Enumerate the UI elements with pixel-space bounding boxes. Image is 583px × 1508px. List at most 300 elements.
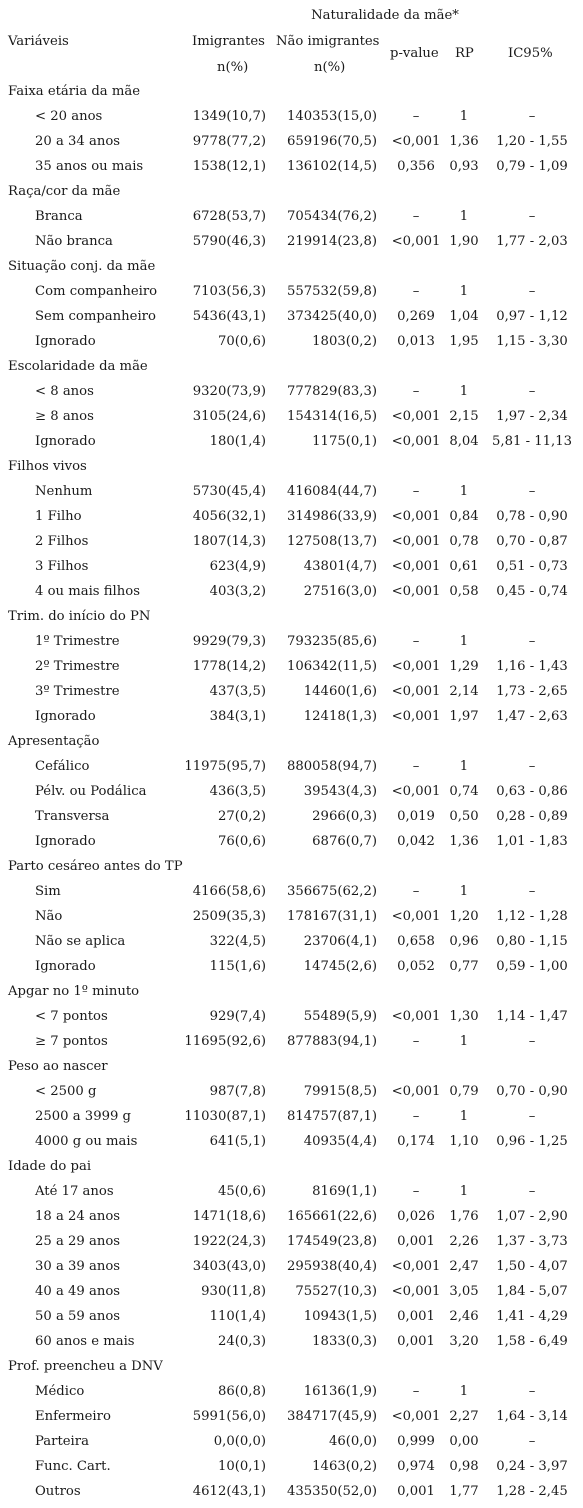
row-label: 18 a 24 anos [35,1209,121,1224]
immigrants-cell: 5436(43,1) [192,309,266,324]
non-immigrants-cell: 435350(52,0) [287,1484,377,1499]
immigrants-cell: 1778(14,2) [192,659,266,674]
immigrants-cell: 24(0,3) [217,1334,266,1349]
ic95-cell: 1,41 - 4,29 [496,1309,568,1324]
rp-cell: 0,78 [449,534,479,549]
ic95-cell: 1,01 - 1,83 [496,834,568,849]
p-value-cell: <0,001 [391,409,441,424]
table-row [0,904,583,929]
non-immigrants-cell: 12418(1,3) [303,709,377,724]
table-row [0,154,583,179]
section-header-row [0,79,583,104]
non-immigrants-cell: 793235(85,6) [287,634,377,649]
table-row [0,1104,583,1129]
row-label: Faixa etária da mãe [8,84,141,99]
immigrants-cell: 4166(58,6) [192,884,266,899]
p-value-cell: – [412,109,420,124]
ic95-cell: 1,47 - 2,63 [496,709,568,724]
rp-cell: 1 [459,109,469,124]
non-immigrants-cell: 106342(11,5) [287,659,377,674]
section-header-row [0,254,583,279]
row-label: Até 17 anos [35,1184,114,1199]
non-immigrants-cell: 356675(62,2) [287,884,377,899]
non-immigrants-cell: 8169(1,1) [312,1184,377,1199]
row-label: Sem companheiro [35,309,156,324]
table-row [0,1404,583,1429]
row-label: 25 a 29 anos [35,1234,121,1249]
immigrants-cell: 4056(32,1) [192,509,266,524]
ic95-cell: – [528,109,536,124]
immigrants-cell: 9778(77,2) [192,134,266,149]
immigrants-cell: 1807(14,3) [192,534,266,549]
ic95-cell: 1,07 - 2,90 [496,1209,568,1224]
ic95-cell: 1,73 - 2,65 [496,684,568,699]
p-value-cell: – [412,384,420,399]
row-label: Nenhum [35,484,93,499]
non-immigrants-cell: 46(0,0) [328,1434,377,1449]
immigrants-cell: 2509(35,3) [192,909,266,924]
ic95-cell: 0,70 - 0,87 [496,534,568,549]
table-row [0,204,583,229]
table-row [0,754,583,779]
rp-cell: 1,10 [449,1134,479,1149]
p-value-cell: 0,019 [397,809,435,824]
non-immigrants-cell: 705434(76,2) [287,209,377,224]
immigrants-cell: 1471(18,6) [192,1209,266,1224]
ic95-cell: 0,28 - 0,89 [496,809,568,824]
row-label: 3º Trimestre [35,684,120,699]
non-immigrants-cell: 14460(1,6) [303,684,377,699]
immigrants-cell: 0,0(0,0) [213,1434,266,1449]
row-label: < 2500 g [35,1084,97,1099]
non-immigrants-cell: 659196(70,5) [287,134,377,149]
table-row [0,129,583,154]
row-label: Idade do pai [8,1159,92,1174]
ic95-cell: 1,37 - 3,73 [496,1234,568,1249]
non-immigrants-cell: 174549(23,8) [287,1234,377,1249]
immigrants-cell: 322(4,5) [209,934,266,949]
non-immigrants-cell: 416084(44,7) [287,484,377,499]
header-rp: RP [455,46,474,61]
table-row [0,279,583,304]
table-row [0,1179,583,1204]
ic95-cell: – [528,759,536,774]
header-variables: Variáveis [8,34,69,49]
non-immigrants-cell: 314986(33,9) [287,509,377,524]
section-header-row [0,854,583,879]
rp-cell: 0,93 [449,159,479,174]
table-row [0,404,583,429]
immigrants-cell: 5790(46,3) [192,234,266,249]
table-row [0,1029,583,1054]
row-label: Peso ao nascer [8,1059,108,1074]
row-label: Transversa [35,809,110,824]
immigrants-cell: 641(5,1) [209,1134,266,1149]
p-value-cell: <0,001 [391,534,441,549]
table-row [0,929,583,954]
p-value-cell: 0,658 [397,934,435,949]
non-immigrants-cell: 557532(59,8) [287,284,377,299]
non-immigrants-cell: 154314(16,5) [287,409,377,424]
immigrants-cell: 70(0,6) [217,334,266,349]
non-immigrants-cell: 777829(83,3) [287,384,377,399]
table-row [0,1204,583,1229]
p-value-cell: – [412,634,420,649]
rp-cell: 0,79 [449,1084,479,1099]
ic95-cell: – [528,1384,536,1399]
row-label: ≥ 7 pontos [35,1034,108,1049]
row-label: Parteira [35,1434,89,1449]
row-label: Apgar no 1º minuto [8,984,140,999]
row-label: Não branca [35,234,113,249]
table-row [0,1229,583,1254]
non-immigrants-cell: 140353(15,0) [287,109,377,124]
row-label: 40 a 49 anos [35,1284,121,1299]
non-immigrants-cell: 880058(94,7) [287,759,377,774]
non-immigrants-cell: 373425(40,0) [287,309,377,324]
ic95-cell: 0,70 - 0,90 [496,1084,568,1099]
row-label: Prof. preencheu a DNV [8,1359,163,1374]
p-value-cell: 0,013 [397,334,435,349]
row-label: < 20 anos [35,109,103,124]
row-label: Ignorado [35,709,96,724]
table-row [0,1079,583,1104]
table-row [0,504,583,529]
ic95-cell: – [528,209,536,224]
rp-cell: 1,77 [449,1484,479,1499]
p-value-cell: <0,001 [391,1009,441,1024]
row-label: Sim [35,884,61,899]
row-label: 20 a 34 anos [35,134,121,149]
ic95-cell: 0,51 - 0,73 [496,559,568,574]
section-header-row [0,979,583,1004]
non-immigrants-cell: 1463(0,2) [312,1459,377,1474]
non-immigrants-cell: 23706(4,1) [303,934,377,949]
non-immigrants-cell: 43801(4,7) [303,559,377,574]
table-row [0,954,583,979]
row-label: 1 Filho [35,509,82,524]
rp-cell: 1,76 [449,1209,479,1224]
p-value-cell: 0,174 [397,1134,435,1149]
ic95-cell: 1,97 - 2,34 [496,409,568,424]
immigrants-cell: 110(1,4) [209,1309,266,1324]
non-immigrants-cell: 814757(87,1) [287,1109,377,1124]
non-immigrants-cell: 127508(13,7) [287,534,377,549]
table-row [0,379,583,404]
row-label: Cefálico [35,759,90,774]
immigrants-cell: 5991(56,0) [192,1409,266,1424]
rp-cell: 1,95 [449,334,479,349]
p-value-cell: <0,001 [391,1084,441,1099]
non-immigrants-cell: 75527(10,3) [295,1284,377,1299]
rp-cell: 2,27 [449,1409,479,1424]
ic95-cell: 0,45 - 0,74 [496,584,568,599]
row-label: 60 anos e mais [35,1334,135,1349]
row-label: Com companheiro [35,284,158,299]
table-row [0,804,583,829]
ic95-cell: 1,20 - 1,55 [496,134,568,149]
ic95-cell: 0,96 - 1,25 [496,1134,568,1149]
table-row [0,1304,583,1329]
immigrants-cell: 11975(95,7) [184,759,266,774]
ic95-cell: 1,84 - 5,07 [496,1284,568,1299]
ic95-cell: 1,15 - 3,30 [496,334,568,349]
p-value-cell: – [412,884,420,899]
p-value-cell: – [412,1034,420,1049]
row-label: Func. Cart. [35,1459,111,1474]
immigrants-cell: 6728(53,7) [192,209,266,224]
p-value-cell: <0,001 [391,684,441,699]
immigrants-cell: 4612(43,1) [192,1484,266,1499]
row-label: Não [35,909,63,924]
row-label: 50 a 59 anos [35,1309,121,1324]
table-row [0,329,583,354]
immigrants-cell: 930(11,8) [201,1284,266,1299]
ic95-cell: 1,28 - 2,45 [496,1484,568,1499]
immigrants-cell: 45(0,6) [217,1184,266,1199]
p-value-cell: – [412,1184,420,1199]
rp-cell: 1 [459,209,469,224]
p-value-cell: 0,001 [397,1484,435,1499]
ic95-cell: 0,59 - 1,00 [496,959,568,974]
table-row [0,1129,583,1154]
immigrants-cell: 3105(24,6) [192,409,266,424]
ic95-cell: – [528,634,536,649]
non-immigrants-cell: 10943(1,5) [303,1309,377,1324]
immigrants-cell: 929(7,4) [209,1009,266,1024]
section-header-row [0,1154,583,1179]
ic95-cell: – [528,884,536,899]
immigrants-cell: 1538(12,1) [192,159,266,174]
row-label: Ignorado [35,959,96,974]
p-value-cell: <0,001 [391,1284,441,1299]
rp-cell: 1 [459,1184,469,1199]
non-immigrants-cell: 384717(45,9) [287,1409,377,1424]
p-value-cell: 0,974 [397,1459,435,1474]
table-row [0,1329,583,1354]
table-row [0,1429,583,1454]
p-value-cell: 0,356 [397,159,435,174]
immigrants-cell: 76(0,6) [217,834,266,849]
table-row [0,629,583,654]
ic95-cell: 0,79 - 1,09 [496,159,568,174]
rp-cell: 2,26 [449,1234,479,1249]
row-label: ≥ 8 anos [35,409,94,424]
table-row [0,879,583,904]
table-row [0,829,583,854]
table-row [0,1279,583,1304]
row-label: 1º Trimestre [35,634,120,649]
ic95-cell: – [528,1034,536,1049]
header-immigrants: Imigrantes [192,34,265,49]
rp-cell: 1,30 [449,1009,479,1024]
rp-cell: 0,96 [449,934,479,949]
table-row [0,779,583,804]
table-row [0,554,583,579]
rp-cell: 1 [459,484,469,499]
rp-cell: 1,04 [449,309,479,324]
row-label: Pélv. ou Podálica [35,784,147,799]
non-immigrants-cell: 6876(0,7) [312,834,377,849]
rp-cell: 1 [459,884,469,899]
immigrants-cell: 403(3,2) [209,584,266,599]
non-immigrants-cell: 16136(1,9) [303,1384,377,1399]
section-header-row [0,604,583,629]
ic95-cell: 0,63 - 0,86 [496,784,568,799]
ic95-cell: – [528,1434,536,1449]
row-label: Médico [35,1384,85,1399]
section-header-row [0,1354,583,1379]
non-immigrants-cell: 2966(0,3) [312,809,377,824]
p-value-cell: <0,001 [391,659,441,674]
rp-cell: 2,14 [449,684,479,699]
table-row [0,1454,583,1479]
rp-cell: 1 [459,1384,469,1399]
immigrants-cell: 3403(43,0) [192,1259,266,1274]
row-label: Outros [35,1484,81,1499]
p-value-cell: – [412,759,420,774]
p-value-cell: 0,052 [397,959,435,974]
p-value-cell: 0,001 [397,1334,435,1349]
immigrants-cell: 7103(56,3) [192,284,266,299]
non-immigrants-cell: 1833(0,3) [312,1334,377,1349]
row-label: Apresentação [8,734,100,749]
rp-cell: 1,36 [449,134,479,149]
p-value-cell: <0,001 [391,709,441,724]
ic95-cell: – [528,284,536,299]
rp-cell: 0,58 [449,584,479,599]
p-value-cell: – [412,484,420,499]
immigrants-cell: 9929(79,3) [192,634,266,649]
section-header-row [0,179,583,204]
immigrants-cell: 436(3,5) [209,784,266,799]
p-value-cell: 0,026 [397,1209,435,1224]
table-row [0,104,583,129]
row-label: < 8 anos [35,384,94,399]
row-label: Situação conj. da mãe [8,259,156,274]
non-immigrants-cell: 1803(0,2) [312,334,377,349]
non-immigrants-cell: 219914(23,8) [287,234,377,249]
ic95-cell: – [528,1109,536,1124]
table-row [0,1004,583,1029]
rp-cell: 1,29 [449,659,479,674]
table-row [0,1254,583,1279]
p-value-cell: <0,001 [391,509,441,524]
row-label: 2500 a 3999 g [35,1109,132,1124]
ic95-cell: 1,64 - 3,14 [496,1409,568,1424]
immigrants-cell: 437(3,5) [209,684,266,699]
p-value-cell: – [412,284,420,299]
immigrants-cell: 11695(92,6) [184,1034,266,1049]
row-label: 4 ou mais filhos [35,584,140,599]
rp-cell: 0,00 [449,1434,479,1449]
row-label: 35 anos ou mais [35,159,144,174]
section-header-row [0,354,583,379]
immigrants-cell: 180(1,4) [209,434,266,449]
table-row [0,1479,583,1504]
p-value-cell: 0,999 [397,1434,435,1449]
header-p-value: p-value [390,46,439,61]
row-label: 30 a 39 anos [35,1259,121,1274]
table-row [0,579,583,604]
rp-cell: 0,61 [449,559,479,574]
rp-cell: 1,97 [449,709,479,724]
ic95-cell: 1,14 - 1,47 [496,1009,568,1024]
rp-cell: 3,20 [449,1334,479,1349]
immigrants-cell: 10(0,1) [217,1459,266,1474]
table-row [0,304,583,329]
ic95-cell: 1,16 - 1,43 [496,659,568,674]
immigrants-cell: 11030(87,1) [184,1109,266,1124]
p-value-cell: <0,001 [391,909,441,924]
non-immigrants-cell: 1175(0,1) [312,434,377,449]
rp-cell: 1,36 [449,834,479,849]
row-label: 2º Trimestre [35,659,120,674]
row-label: < 7 pontos [35,1009,108,1024]
rp-cell: 0,77 [449,959,479,974]
non-immigrants-cell: 295938(40,4) [287,1259,377,1274]
non-immigrants-cell: 27516(3,0) [303,584,377,599]
row-label: Ignorado [35,834,96,849]
row-label: Ignorado [35,334,96,349]
section-header-row [0,729,583,754]
row-label: 3 Filhos [35,559,89,574]
table-row [0,229,583,254]
p-value-cell: – [412,1109,420,1124]
table-row [0,1379,583,1404]
header-ic95: IC95% [508,46,553,61]
ic95-cell: 0,80 - 1,15 [496,934,568,949]
rp-cell: 8,04 [449,434,479,449]
row-label: 2 Filhos [35,534,89,549]
rp-cell: 0,84 [449,509,479,524]
ic95-cell: – [528,384,536,399]
row-label: Enfermeiro [35,1409,111,1424]
immigrants-cell: 86(0,8) [217,1384,266,1399]
immigrants-cell: 623(4,9) [209,559,266,574]
immigrants-cell: 1349(10,7) [192,109,266,124]
row-label: 4000 g ou mais [35,1134,138,1149]
header-non-immigrants-unit: n(%) [314,60,346,75]
ic95-cell: 0,24 - 3,97 [496,1459,568,1474]
p-value-cell: <0,001 [391,559,441,574]
rp-cell: 1 [459,1109,469,1124]
section-header-row [0,1054,583,1079]
p-value-cell: – [412,1384,420,1399]
ic95-cell: – [528,1184,536,1199]
rp-cell: 1 [459,759,469,774]
immigrants-cell: 1922(24,3) [192,1234,266,1249]
non-immigrants-cell: 55489(5,9) [303,1009,377,1024]
non-immigrants-cell: 178167(31,1) [287,909,377,924]
immigrants-cell: 384(3,1) [209,709,266,724]
p-value-cell: 0,001 [397,1234,435,1249]
header-immigrants-unit: n(%) [217,60,249,75]
header-non-immigrants: Não imigrantes [276,34,380,49]
table-row [0,679,583,704]
p-value-cell: <0,001 [391,784,441,799]
p-value-cell: 0,001 [397,1309,435,1324]
table-row [0,429,583,454]
rp-cell: 2,47 [449,1259,479,1274]
p-value-cell: <0,001 [391,134,441,149]
row-label: Raça/cor da mãe [8,184,121,199]
rp-cell: 1,20 [449,909,479,924]
rp-cell: 1,90 [449,234,479,249]
non-immigrants-cell: 14745(2,6) [303,959,377,974]
ic95-cell: 1,77 - 2,03 [496,234,568,249]
p-value-cell: <0,001 [391,584,441,599]
